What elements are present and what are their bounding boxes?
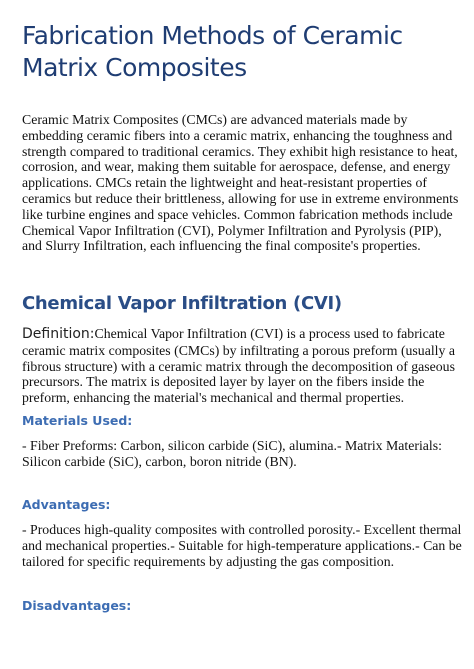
advantages-heading: Advantages: — [22, 497, 111, 512]
intro-paragraph: Ceramic Matrix Composites (CMCs) are advanced materials made by embedding ceramic fibers into a ceramic matrix, enhancing the toughness and strength compared to traditional ceramics. They exhibit high resistance to heat, corrosion, and wear, making them suitable for aerospace, defense, and energy applications. CMCs retain the lightweight and heat-resistant properties of ceramics but reduce their brittleness, allowing for use in extreme environments like turbine engines and space vehicles. Common fabrication methods include Chemical Vapor Infiltration (CVI), Polymer Infiltration and Pyrolysis (PIP), and Slurry Infiltration, each influencing the final composite's properties. — [22, 112, 459, 254]
page-title: Fabrication Methods of Ceramic Matrix Composites — [22, 21, 403, 82]
advantages-text: - Produces high-quality composites with controlled porosity.- Excellent thermal and mechanical properties.- Suitable for high-temperature applications.- Can be tailored for specific requirements by adjusting the gas composition. — [22, 522, 462, 569]
materials-text: - Fiber Preforms: Carbon, silicon carbide (SiC), alumina.- Matrix Materials: Silicon carbide (SiC), carbon, boron nitride (BN). — [22, 438, 442, 469]
definition-label: Definition: — [22, 326, 95, 342]
cvi-section-heading: Chemical Vapor Infiltration (CVI) — [22, 293, 342, 314]
cvi-definition-paragraph — [22, 326, 462, 406]
disadvantages-heading: Disadvantages: — [22, 598, 132, 613]
definition-text: Chemical Vapor Infiltration (CVI) is a process used to fabricate ceramic matrix composites (CMCs) by infiltrating a porous preform (usually a fibrous structure) with a ceramic matrix through the decomposition of gaseous precursors. The matrix is deposited layer by layer on the fibers inside the preform, enhancing the material's mechanical and thermal properties. — [22, 326, 455, 406]
materials-heading: Materials Used: — [22, 413, 133, 428]
